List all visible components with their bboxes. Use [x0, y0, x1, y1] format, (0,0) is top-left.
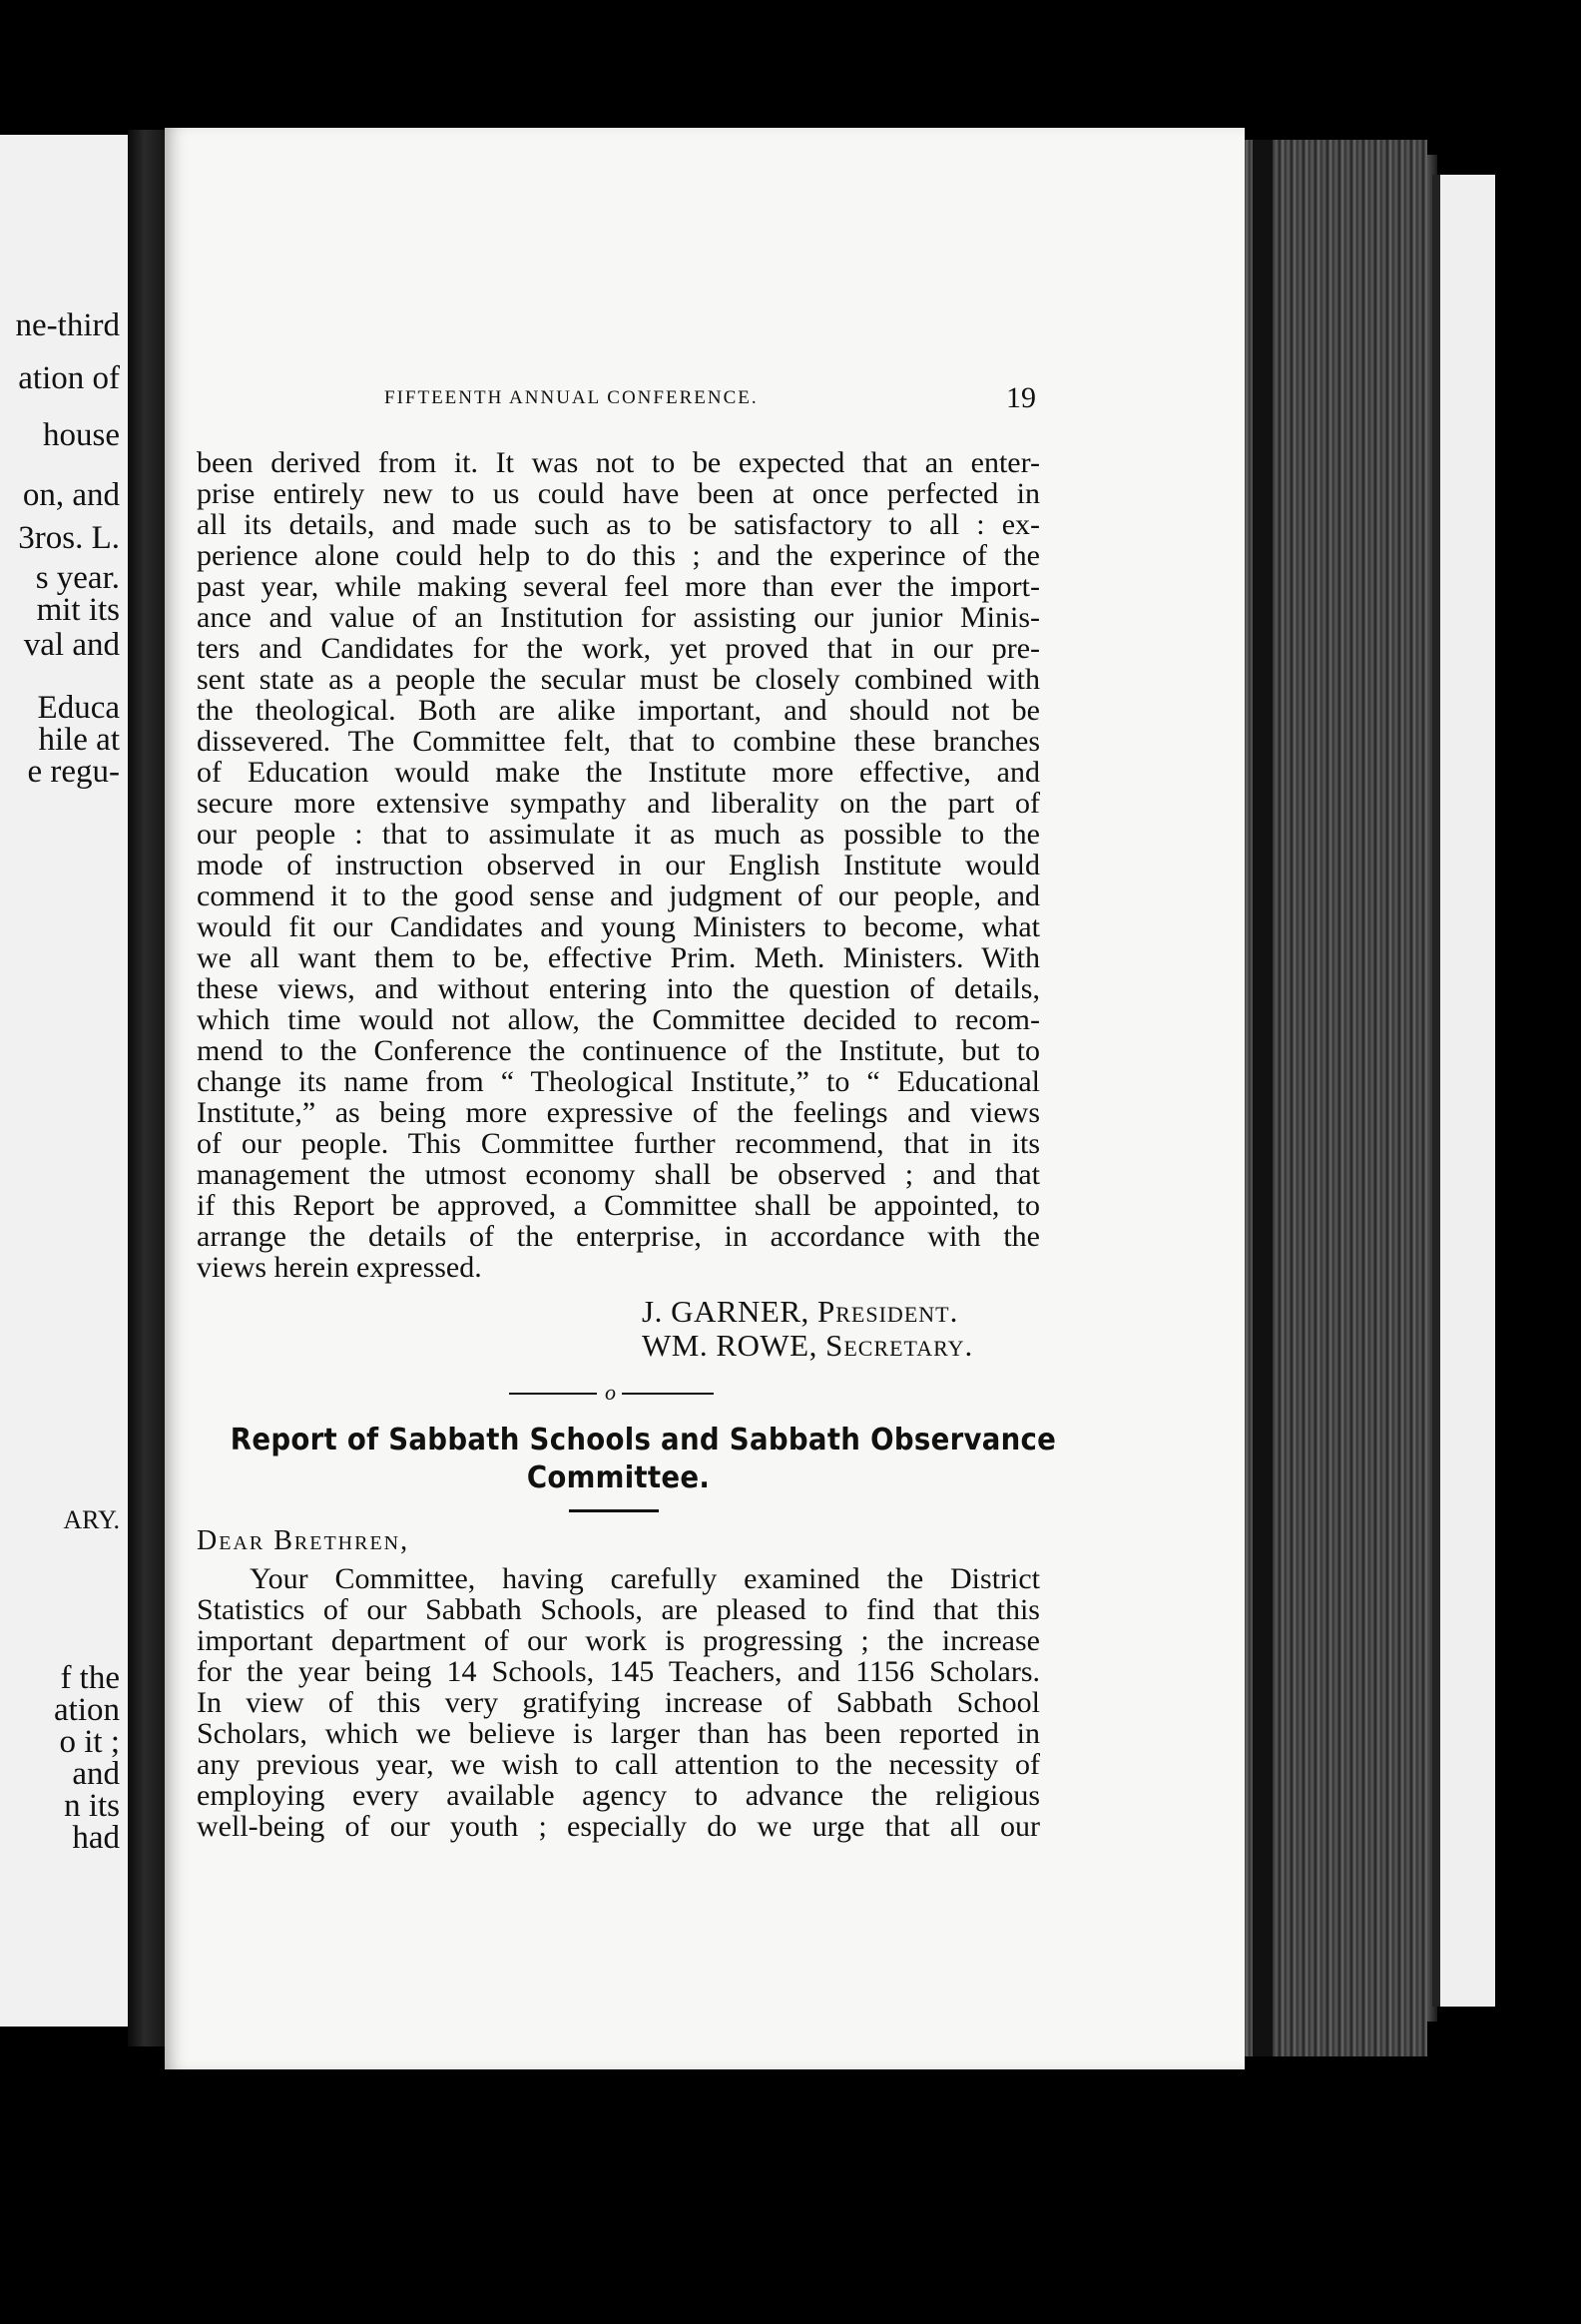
body-line: views herein expressed.: [197, 1251, 482, 1284]
section-divider: [509, 1380, 714, 1405]
left-page-line: 3ros. L.: [18, 520, 120, 556]
left-page-line: ARY.: [63, 1505, 120, 1534]
report-line: any previous year, we wish to call attention to the necessity of: [197, 1748, 1040, 1781]
heading-rule: [569, 1509, 659, 1512]
report-line: employing every available agency to advance the religious: [197, 1779, 1040, 1812]
report-line: Statistics of our Sabbath Schools, are pleased to find that this: [197, 1593, 1040, 1626]
body-line: our people : that to assimulate it as much as possible to the: [197, 818, 1040, 851]
left-page-line: val and: [23, 627, 120, 663]
body-line: ance and value of an Institution for assisting our junior Minis-: [197, 601, 1040, 634]
left-page-line: s year.: [35, 560, 120, 596]
book-cover-board: [1432, 175, 1495, 2007]
divider-rule-left: [509, 1393, 597, 1395]
page-number: 19: [1006, 381, 1036, 414]
report-line: important department of our work is progressing ; the increase: [197, 1624, 1040, 1657]
signature-title: Secretary.: [825, 1328, 974, 1363]
left-page-line: Educa: [37, 690, 120, 726]
divider-ornament: o: [605, 1380, 616, 1405]
signature-name: J. GARNER,: [642, 1294, 809, 1329]
left-page-line: o it ;: [59, 1724, 120, 1760]
left-page-line: ation: [54, 1692, 120, 1728]
body-line: sent state as a people the secular must be closely combined with: [197, 663, 1040, 696]
body-line: been derived from it. It was not to be expected that an enter-: [197, 446, 1040, 479]
body-line: if this Report be approved, a Committee shall be appointed, to: [197, 1189, 1040, 1222]
left-page-line: and: [72, 1756, 120, 1792]
left-page-line: n its: [64, 1788, 120, 1824]
body-line: mend to the Conference the continuence of the Institute, but to: [197, 1034, 1040, 1067]
body-line: of our people. This Committee further recommend, that in its: [197, 1127, 1040, 1160]
body-line: which time would not allow, the Committee decided to recom-: [197, 1003, 1040, 1036]
body-line: would fit our Candidates and young Ministers to become, what: [197, 910, 1040, 943]
left-page-line: ation of: [18, 360, 120, 396]
signature-name: WM. ROWE,: [642, 1328, 817, 1363]
left-page-line: hile at: [38, 722, 120, 758]
running-head: FIFTEENTH ANNUAL CONFERENCE.: [384, 387, 759, 408]
report-line: well-being of our youth ; especially do we urge that all our: [197, 1810, 1040, 1843]
signature-secretary: [642, 1328, 973, 1364]
page-edge-dark: [1253, 140, 1273, 2056]
body-line: change its name from “ Theological Institute,” to “ Educational: [197, 1065, 1040, 1098]
left-page-line: ne-third: [15, 307, 120, 343]
report-line: In view of this very gratifying increase of Sabbath School: [197, 1686, 1040, 1719]
report-heading: Report of Sabbath Schools and Sabbath Observance: [230, 1423, 1057, 1457]
body-line: Institute,” as being more expressive of the feelings and views: [197, 1096, 1040, 1129]
body-line: past year, while making several feel more than ever the import-: [197, 570, 1040, 603]
signature-president: [642, 1294, 958, 1330]
signature-title: President.: [817, 1294, 959, 1329]
left-page-line: on, and: [22, 477, 120, 513]
book-gutter: [128, 130, 170, 2046]
body-line: the theological. Both are alike important, and should not be: [197, 694, 1040, 727]
report-line: for the year being 14 Schools, 145 Teachers, and 1156 Scholars.: [197, 1655, 1040, 1688]
left-page-line: house: [43, 417, 120, 453]
salutation: Dear Brethren,: [197, 1525, 410, 1556]
body-line: of Education would make the Institute more effective, and: [197, 756, 1040, 789]
body-line: secure more extensive sympathy and liberality on the part of: [197, 787, 1040, 820]
body-line: perience alone could help to do this ; and the experince of the: [197, 539, 1040, 572]
body-line: management the utmost economy shall be observed ; and that: [197, 1158, 1040, 1191]
body-line: prise entirely new to us could have been at once perfected in: [197, 477, 1040, 510]
body-line: ters and Candidates for the work, yet proved that in our pre-: [197, 632, 1040, 665]
report-line: Your Committee, having carefully examined the District: [250, 1562, 1040, 1595]
body-line: dissevered. The Committee felt, that to combine these branches: [197, 725, 1040, 758]
left-page-line: e regu-: [27, 754, 120, 790]
body-line: all its details, and made such as to be satisfactory to all : ex-: [197, 508, 1040, 541]
left-page-line: had: [72, 1820, 120, 1856]
left-page-line: f the: [60, 1660, 120, 1696]
previous-page-fragment: [0, 135, 138, 2027]
body-line: these views, and without entering into the question of details,: [197, 972, 1040, 1005]
report-line: Scholars, which we believe is larger than has been reported in: [197, 1717, 1040, 1750]
body-line: arrange the details of the enterprise, in accordance with the: [197, 1220, 1040, 1253]
left-page-line: mit its: [36, 592, 120, 628]
body-line: mode of instruction observed in our English Institute would: [197, 849, 1040, 881]
body-line: commend it to the good sense and judgment of our people, and: [197, 879, 1040, 912]
divider-rule-right: [622, 1393, 714, 1395]
report-heading-continued: Committee.: [526, 1460, 711, 1495]
body-line: we all want them to be, effective Prim. Meth. Ministers. With: [197, 941, 1040, 974]
